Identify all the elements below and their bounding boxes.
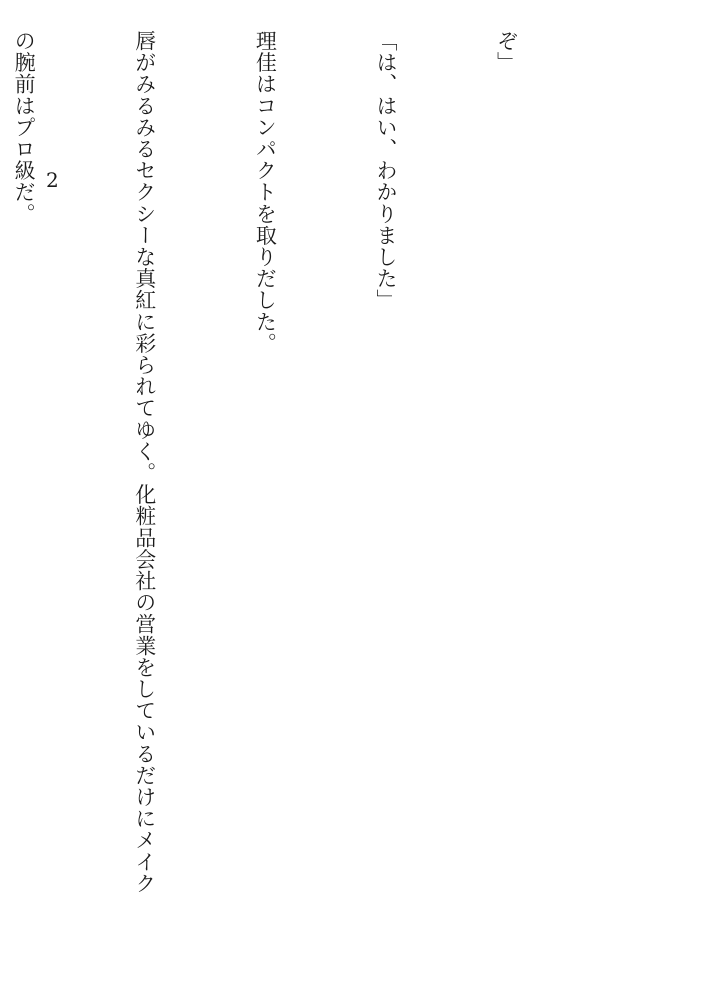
text-line: 「は、はい、わかりました」	[373, 30, 398, 311]
text-line: ぞ」	[494, 30, 519, 74]
text-line: の腕前はプロ級だ。	[12, 30, 37, 225]
text-line: 唇がみるみるセクシーな真紅に彩られてゆく。化粧品会社の営業をしているだけにメイク	[132, 30, 157, 894]
body-text	[0, 30, 607, 990]
text-line: 理佳はコンパクトを取りだした。	[253, 30, 278, 354]
page-number: 2	[46, 168, 59, 192]
